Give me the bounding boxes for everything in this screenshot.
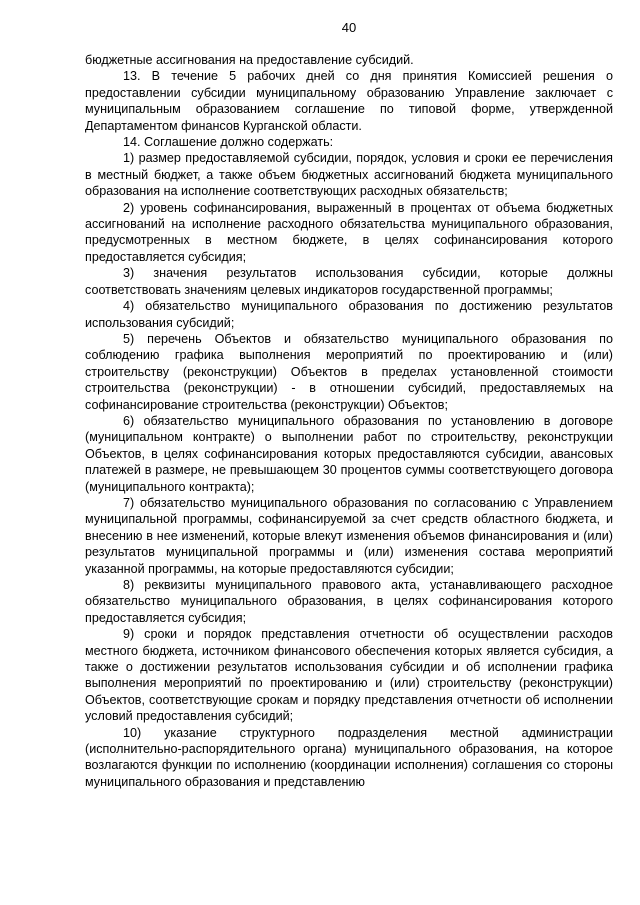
paragraph: 7) обязательство муниципального образования по согласованию с Управлением муниципальной программы, софинансируемой за счет средств областного бюджета, и внесению в нее изменений, которые влекут изменения объемов финансирования и (или) результатов муниципальной программы и (или) изменения состава мероприятий указанной программы, на которые предоставляются субсидии;: [85, 495, 613, 576]
paragraph: 5) перечень Объектов и обязательство муниципального образования по соблюдению графика выполнения мероприятий по проектированию и (или) строительству (реконструкции) Объектов в пределах установленной стоимости строительства (реконструкции) - в отношении субсидий, предоставляемых на софинансирование строительства (реконструкции) Объектов;: [85, 331, 613, 412]
paragraph: 10) указание структурного подразделения местной администрации (исполнительно-распорядительного органа) муниципального образования, на которое возлагаются функции по исполнению (координации исполнения) соглашения со стороны муниципального образования и представлению: [85, 725, 613, 789]
paragraph: 9) сроки и порядок представления отчетности об осуществлении расходов местного бюджета, источником финансового обеспечения которых является субсидия, а также о достижении результатов использования субсидии и об исполнении графика выполнения мероприятий по проектированию и (или) строительству (реконструкции) Объектов, соответствующие срокам и порядку представления отчетности об исполнении условий предоставления субсидий;: [85, 627, 613, 724]
paragraph: 2) уровень софинансирования, выраженный в процентах от объема бюджетных ассигнований на исполнение расходного обязательства муниципального образования, предусмотренных в местном бюджете, в целях софинансирования которого предоставляется субсидия;: [85, 200, 613, 264]
document-body: [85, 52, 613, 790]
paragraph: 3) значения результатов использования субсидии, которые должны соответствовать значениям целевых индикаторов государственной программы;: [85, 266, 613, 297]
paragraph: 1) размер предоставляемой субсидии, порядок, условия и сроки ее перечисления в местный бюджет, а также объем бюджетных ассигнований бюджета муниципального образования на исполнение соответствующих расходных обязательств;: [85, 151, 613, 199]
paragraph: 14. Соглашение должно содержать:: [123, 135, 334, 150]
paragraph: 13. В течение 5 рабочих дней со дня принятия Комиссией решения о предоставлении субсидии муниципальному образованию Управление заключает с муниципальным образованием соглашение по типовой форме, утвержденной Департаментом финансов Курганской области.: [85, 69, 613, 133]
paragraph: 4) обязательство муниципального образования по достижению результатов использования субсидий;: [85, 299, 613, 330]
paragraph: 8) реквизиты муниципального правового акта, устанавливающего расходное обязательство муниципального образования, в целях софинансирования которого предоставляется субсидия;: [85, 578, 613, 625]
paragraph: бюджетные ассигнования на предоставление субсидий.: [85, 53, 414, 67]
document-page: [85, 20, 613, 790]
page-number: 40: [341, 20, 357, 35]
paragraph: 6) обязательство муниципального образования по установлению в договоре (муниципальном контракте) о выполнении работ по строительству, реконструкции Объектов, в целях софинансирования которых предоставляются субсидии, авансовых платежей в размере, не превышающем 30 процентов суммы соответствующего договора (муниципального контракта);: [85, 413, 613, 494]
